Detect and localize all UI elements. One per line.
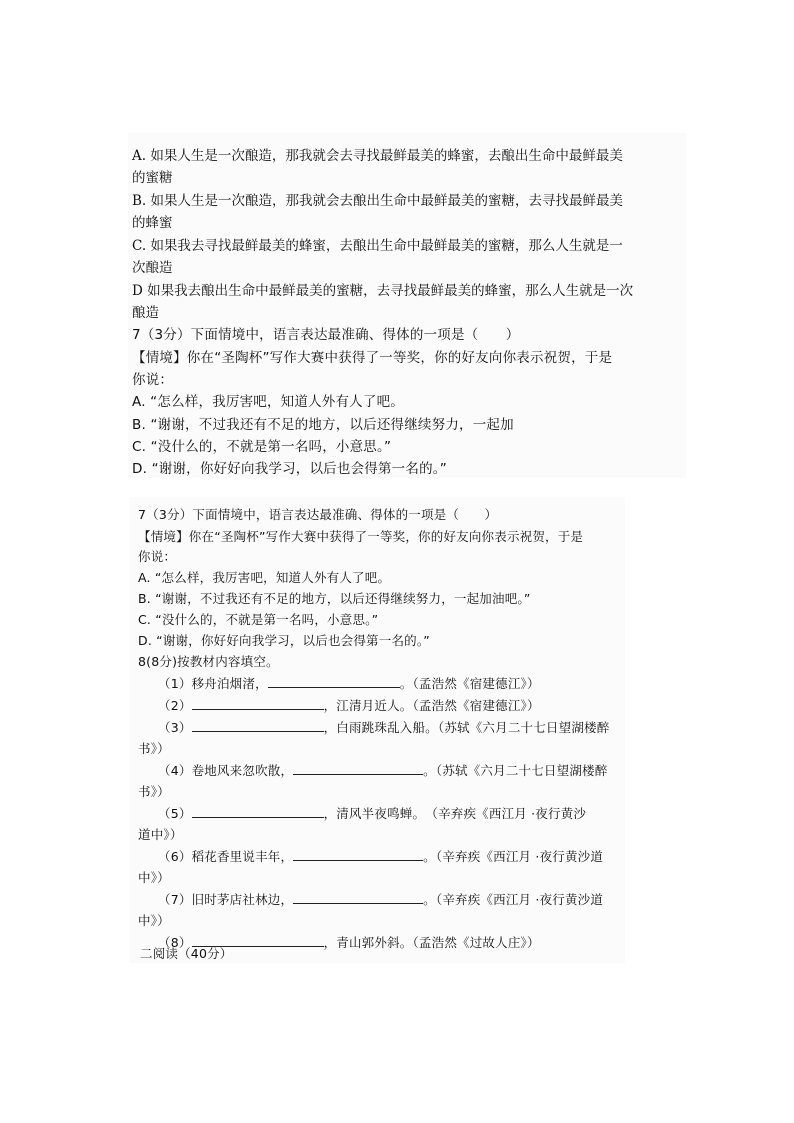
answer-blank-1[interactable]	[268, 675, 400, 688]
option-b-line2: 的蜂蜜	[132, 215, 173, 231]
q8-item-6: （6）稻花香里说丰年， 。（辛弃疾《西江月 ·夜行黄沙道	[158, 849, 604, 864]
q7-context-top-line2: 你说：	[132, 372, 174, 388]
scan-region-bottom	[130, 497, 625, 963]
option-a-line1: A. 如果人生是一次酿造，那我就会去寻找最鲜最美的蜂蜜，去酿出生命中最鲜最美	[132, 148, 623, 164]
scan-region-top	[128, 133, 686, 478]
option-d-line1: D 如果我去酿出生命中最鲜最美的蜜糖，去寻找最鲜最美的蜂蜜，那么人生就是一次	[132, 283, 634, 299]
q7-prompt-top: 7（3分）下面情境中，语言表达最准确、得体的一项是（ ）	[132, 327, 520, 343]
q8-item-5: （5） ，清风半夜鸣蝉。 （辛弃疾《西江月 ·夜行黄沙	[158, 806, 587, 821]
answer-blank-3[interactable]	[192, 719, 324, 732]
q8-item-4-cont: 书》）	[138, 784, 170, 799]
q8-item-1: （1）移舟泊烟渚， 。（孟浩然《宿建德江》）	[158, 676, 540, 691]
section-two-heading: 二阅读（40分）	[140, 946, 233, 961]
q7-top-option-c: C. “没什么的，不就是第一名吗，小意思。”	[132, 439, 392, 455]
option-c-line2: 次酿造	[132, 260, 173, 276]
q7-bottom-option-b: B. “谢谢，不过我还有不足的地方，以后还得继续努力，一起加油吧。”	[138, 591, 531, 606]
q7-top-option-b: B. “谢谢，不过我还有不足的地方，以后还得继续努力，一起加	[132, 417, 514, 433]
q8-item-4: （4）卷地风来忽吹散， 。（苏轼《六月二十七日望湖楼醉	[158, 763, 608, 778]
q7-top-option-d: D. “谢谢，你好好向我学习，以后也会得第一名的。”	[132, 461, 447, 477]
answer-blank-5[interactable]	[192, 805, 324, 818]
q8-item-7-cont: 中》）	[138, 913, 170, 928]
answer-blank-4[interactable]	[293, 762, 423, 775]
q8-prompt: 8(8分)按教材内容填空。	[138, 654, 279, 669]
q7-bottom-option-c: C. “没什么的，不就是第一名吗，小意思。”	[138, 612, 379, 627]
q7-prompt-bottom: 7（3分）下面情境中，语言表达最准确、得体的一项是（ ）	[138, 507, 498, 522]
option-c-line1: C. 如果我去寻找最鲜最美的蜂蜜，去酿出生命中最鲜最美的蜜糖，那么人生就是一	[132, 238, 623, 254]
option-a-line2: 的蜜糖	[132, 170, 173, 186]
q7-bottom-option-a: A. “怎么样，我厉害吧，知道人外有人了吧。	[138, 570, 391, 585]
q8-item-3: （3） ，白雨跳珠乱入船。（苏轼《六月二十七日望湖楼醉	[158, 720, 610, 735]
q8-item-3-cont: 书》）	[138, 741, 170, 756]
q8-item-7: （7）旧时茅店社林边， 。（辛弃疾《西江月 ·夜行黄沙道	[158, 892, 604, 907]
answer-blank-2[interactable]	[192, 697, 324, 710]
q8-item-5-cont: 道中》）	[138, 827, 183, 842]
q7-top-option-a: A. “怎么样，我厉害吧，知道人外有人了吧。	[132, 394, 404, 410]
q7-context-top-line1: 【情境】你在“圣陶杯”写作大赛中获得了一等奖，你的好友向你表示祝贺，于是	[132, 350, 613, 366]
q8-item-8: （8） ，青山郭外斜。（孟浩然《过故人庄》）	[158, 935, 540, 950]
option-d-line2: 酿造	[132, 305, 159, 321]
option-b-line1: B. 如果人生是一次酿造，那我就会去酿出生命中最鲜最美的蜜糖，去寻找最鲜最美	[132, 193, 624, 209]
q7-context-bottom-line2: 你说：	[138, 549, 177, 564]
answer-blank-6[interactable]	[293, 848, 423, 861]
q8-item-2: （2） ，江清月近人。（孟浩然《宿建德江》）	[158, 698, 540, 713]
q7-context-bottom-line1: 【情境】你在“圣陶杯”写作大赛中获得了一等奖，你的好友向你表示祝贺，于是	[138, 529, 584, 544]
q8-item-6-cont: 中》）	[138, 870, 170, 885]
answer-blank-7[interactable]	[293, 891, 423, 904]
q7-bottom-option-d: D. “谢谢，你好好向我学习，以后也会得第一名的。”	[138, 633, 430, 648]
